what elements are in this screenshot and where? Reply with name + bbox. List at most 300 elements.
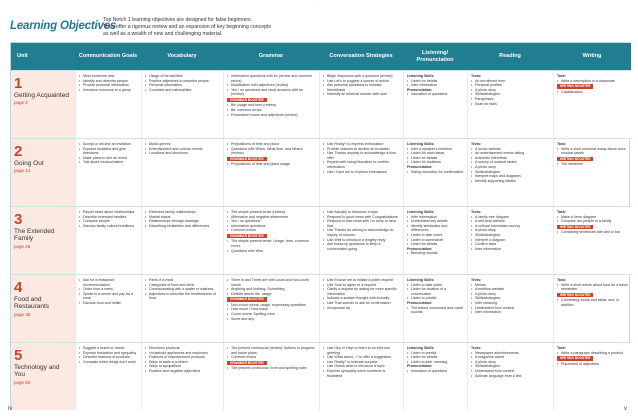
pronunciation-heading: Pronunciation: <box>407 300 433 305</box>
list-item: • Identify similarities and differences <box>407 224 464 233</box>
list-item: • Interpret a diagram <box>471 238 550 243</box>
objectives-table <box>10 42 630 410</box>
vocabulary-list <box>145 210 220 228</box>
list-item: • A family tree diagram <box>471 215 550 220</box>
list-item: • Personal information <box>145 83 220 88</box>
listening-cell <box>403 139 467 206</box>
writing-booster-badge: WRITING BOOSTER <box>557 356 593 360</box>
unit-cell <box>11 139 75 206</box>
writing-list <box>557 79 628 84</box>
writing-heading: Task: <box>557 346 567 350</box>
list-item: • Activate language from a text <box>471 374 550 379</box>
grammar-list <box>227 74 316 97</box>
list-item: • Adjectives to describe the healthfulness of food <box>145 292 220 301</box>
goals-list <box>79 278 138 306</box>
vocabulary-cell <box>141 139 223 206</box>
goals-list <box>79 74 138 92</box>
list-item: • Infer a speaker's intention <box>407 147 464 152</box>
pronunciation-heading: Pronunciation: <box>407 164 433 169</box>
grammar-booster-list <box>227 303 316 321</box>
list-item: • Yes / no questions <box>227 219 316 224</box>
list-item: • Compare people <box>79 219 138 224</box>
writing-cell <box>553 207 631 274</box>
list-item: • Newspaper advertisements <box>471 351 550 356</box>
grammar-cell <box>223 343 319 410</box>
unit-page: page 14 <box>14 168 31 174</box>
reading-list <box>471 147 550 184</box>
list-item: • Respond to good news with Congratulations! <box>323 215 400 220</box>
writing-list <box>557 283 628 292</box>
list-item: • There is and There are with count and non-count nouns <box>227 278 316 287</box>
unit-number: 1 <box>14 75 23 92</box>
list-item: • Listen for details <box>407 156 464 161</box>
list-item: • Listen for details <box>407 79 464 84</box>
header-writing: Writing <box>582 53 602 60</box>
list-item: • Make a Venn diagram <box>557 215 628 220</box>
intro-text <box>103 17 433 37</box>
unit-title: Going Out <box>14 160 44 167</box>
list-item: • Skills/strategies: <box>471 233 550 238</box>
vocabulary-list <box>145 346 220 374</box>
list-item: • Extended family relationships <box>145 210 220 215</box>
list-item: • Electronic products <box>145 346 220 351</box>
unit-number: 4 <box>14 279 23 296</box>
goals-cell <box>75 71 141 138</box>
reading-list <box>471 79 550 107</box>
list-item: • Listen to predict <box>407 296 464 301</box>
list-item: • Use Let's to suggest a course of action <box>323 79 400 84</box>
list-item: • A photo story <box>471 165 550 170</box>
pronunciation-list <box>407 369 464 374</box>
listening-heading: Listening Skills: <box>407 74 435 78</box>
list-item: • Accept or decline an invitation <box>79 142 138 147</box>
list-item: • Skills/strategies: <box>471 364 550 369</box>
listening-cell <box>403 71 467 138</box>
header-reading: Reading <box>499 53 521 60</box>
reading-list <box>471 351 550 379</box>
unit-row <box>11 342 631 410</box>
writing-booster-badge: WRITING BOOSTER <box>557 84 593 88</box>
list-item: • Count nouns: Spelling rules <box>227 312 316 317</box>
listening-cell <box>403 207 467 274</box>
goals-cell <box>75 139 141 206</box>
list-item: • Listen to predict <box>407 351 464 356</box>
listening-heading: Listening Skills: <box>407 278 435 282</box>
list-item: • Indicate a sudden thought with Actually <box>323 296 400 301</box>
vocabulary-list <box>145 74 220 92</box>
unit-number: 5 <box>14 347 23 364</box>
listening-cell <box>403 275 467 342</box>
unit-cell <box>11 343 75 410</box>
list-item: • Compare two people in a family <box>557 219 628 224</box>
list-item: • The present continuous: form and spelling rules <box>227 366 316 371</box>
conversation-cell <box>319 275 403 342</box>
reading-list <box>471 283 550 315</box>
header-grammar: Grammar <box>258 53 284 60</box>
list-item: • Discuss family cultural traditions <box>79 224 138 229</box>
vocabulary-cell <box>141 207 223 274</box>
list-item: • Write a paragraph describing a product <box>557 351 628 356</box>
listening-heading: Listening Skills: <box>407 142 435 146</box>
unit-row <box>11 274 631 342</box>
list-item: • Combining sentences with and or but <box>557 230 628 235</box>
list-item: • Listen for location of a conversation <box>407 287 464 296</box>
list-item: • Respond to bad news with I'm sorry to hear that <box>323 219 400 228</box>
list-item: • Ask follow-up questions to keep a conversation going <box>323 242 400 251</box>
list-item: • Entertainment and cultural events <box>145 147 220 152</box>
goals-list <box>79 346 138 364</box>
list-item: • Use Guess what to introduce a topic <box>323 364 400 369</box>
list-item: • Questions with Who <box>227 249 316 254</box>
list-item: • Understand key details <box>407 219 464 224</box>
list-item: • Scan for facts <box>471 102 550 107</box>
list-item: • Use That sounds to ask for confirmation <box>323 301 400 306</box>
list-item: • Talk about musical tastes <box>79 160 138 165</box>
list-item: • Speak to a server and pay for a meal <box>79 292 138 301</box>
list-item: • Use I hope so! to express enthusiasm <box>323 170 400 175</box>
unit-title: Technology and You <box>14 364 60 379</box>
pronunciation-heading: Pronunciation: <box>407 364 433 369</box>
writing-booster-badge: WRITING BOOSTER <box>557 293 593 297</box>
unit-number: 3 <box>14 211 23 228</box>
list-item: • Write a short article about food for a travel newsletter <box>557 283 628 292</box>
list-item: • Use Really? to express enthusiasm <box>323 142 400 147</box>
conversation-list <box>323 210 400 251</box>
header-vocabulary: Vocabulary <box>167 53 197 60</box>
conversation-cell <box>319 139 403 206</box>
list-item: • Skills/strategies: <box>471 170 550 175</box>
conversation-cell <box>319 207 403 274</box>
list-item: • The sentence <box>557 162 628 167</box>
list-item: • Interpret maps and diagrams <box>471 174 550 179</box>
reading-list <box>471 215 550 252</box>
reading-heading: Texts: <box>471 346 482 350</box>
list-item: • Make plans to see an event <box>79 156 138 161</box>
header-listening-pronunciation: Listening/ Pronunciation <box>416 50 454 63</box>
writing-list <box>557 351 628 356</box>
pronunciation-list <box>407 92 464 97</box>
list-item: • Music genres <box>145 142 220 147</box>
goals-list <box>79 142 138 165</box>
list-item: • Paraphrase <box>471 97 550 102</box>
grammar-list <box>227 210 316 233</box>
list-item: • Non-count nouns: usage, expressing quantities <box>227 303 316 308</box>
list-item: • Listen for details <box>407 242 464 247</box>
list-item: • Understand from context <box>471 306 550 311</box>
list-item: • Identify supporting details <box>471 179 550 184</box>
list-item: • Information questions <box>227 224 316 229</box>
grammar-booster-list <box>227 366 316 371</box>
list-item: • Identify and describe people <box>79 79 138 84</box>
list-item: • Questions with When, What time, and Where (review) <box>227 147 316 156</box>
listening-cell <box>403 343 467 410</box>
list-item: • Communicating with a waiter or waitress <box>145 287 220 292</box>
list-item: • Skills/strategies: <box>471 92 550 97</box>
reading-cell <box>467 139 553 206</box>
writing-cell <box>553 71 631 138</box>
list-item: • Positive and negative adjectives <box>145 369 220 374</box>
list-item: • A survey of musical tastes <box>471 160 550 165</box>
list-item: • Infer information <box>471 310 550 315</box>
list-item: • Meet someone new <box>79 74 138 79</box>
writing-cell <box>553 343 631 410</box>
list-item: • Discuss food and health <box>79 301 138 306</box>
writing-booster-list <box>557 298 628 307</box>
page-number-right: v <box>624 406 627 412</box>
writing-list <box>557 215 628 224</box>
list-item: • Express locations and give directions <box>79 147 138 156</box>
list-item: • Prepositions of time and place <box>227 142 316 147</box>
list-item: • Ask for a restaurant recommendation <box>79 278 138 287</box>
writing-cell <box>553 139 631 206</box>
list-item: • Be: common errors <box>227 108 316 113</box>
list-item: • Incorporate tip <box>323 306 400 311</box>
list-item: • Repeat with rising intonation to confirm information <box>323 160 400 169</box>
list-item: • Order from a menu <box>79 287 138 292</box>
list-item: • Report news about relationships <box>79 210 138 215</box>
unit-cell <box>11 275 75 342</box>
writing-booster-badge: WRITING BOOSTER <box>557 225 593 229</box>
list-item: • Possessive nouns and adjectives (review) <box>227 113 316 118</box>
pronunciation-heading: Pronunciation: <box>407 246 433 251</box>
list-item: • Use What about...? to offer a suggestion <box>323 355 400 360</box>
listening-list <box>407 283 464 301</box>
list-item: • Features of manufactured products <box>145 355 220 360</box>
unit-number: 2 <box>14 143 23 160</box>
list-item: • Skills/strategies: <box>471 296 550 301</box>
writing-heading: Task: <box>557 142 567 146</box>
pronunciation-list <box>407 306 464 315</box>
list-item: • Begin responses with a question (review) <box>323 74 400 79</box>
list-item: • Definite article the: usage <box>227 292 316 297</box>
conversation-list <box>323 74 400 97</box>
unit-title: Getting Acquainted <box>14 92 69 99</box>
pronunciation-heading: Pronunciation: <box>407 87 433 92</box>
top-mark: . <box>316 3 318 8</box>
unit-page: page 2 <box>14 100 28 106</box>
list-item: • The before consonant and vowel sounds <box>407 306 464 315</box>
list-item: • The simple present tense: Usage, form, common errors <box>227 239 316 248</box>
list-item: • Use Thanks for asking to acknowledge an inquiry of concern <box>323 228 400 237</box>
unit-title: The Extended Family <box>14 228 55 243</box>
grammar-booster-badge: GRAMMAR BOOSTER <box>227 361 267 365</box>
list-item: • Provide personal information <box>79 83 138 88</box>
listening-list <box>407 215 464 247</box>
list-item: • Describing similarities and differences <box>145 224 220 229</box>
list-item: • Menus <box>471 283 550 288</box>
list-item: • Describe extended families <box>79 215 138 220</box>
list-item: • An entertainment events listing <box>471 151 550 156</box>
pronunciation-list <box>407 251 464 256</box>
list-item: • Listen for locations <box>407 160 464 165</box>
unit-page: page 26 <box>14 243 31 249</box>
list-item: • Complain when things don't work <box>79 360 138 365</box>
header-communication-goals: Communication Goals <box>78 53 138 60</box>
list-item: • An enrollment form <box>471 79 550 84</box>
list-item: • Infer meaning <box>471 301 550 306</box>
grammar-cell <box>223 139 319 206</box>
conversation-cell <box>319 343 403 410</box>
list-item: • Parts of a meal <box>145 278 220 283</box>
list-item: • A photo story <box>471 228 550 233</box>
unit-cell <box>11 71 75 138</box>
goals-cell <box>75 207 141 274</box>
list-item: • Common errors <box>227 228 316 233</box>
list-item: • A photo story <box>471 88 550 93</box>
list-item: • Listen to summarize <box>407 238 464 243</box>
list-item: • Use Actually to introduce a topic <box>323 210 400 215</box>
pronunciation-list <box>407 170 464 175</box>
writing-cell <box>553 275 631 342</box>
unit-page: page 38 <box>14 311 31 317</box>
grammar-booster-badge: GRAMMAR BOOSTER <box>227 297 267 301</box>
list-item: • Express frustration and sympathy <box>79 351 138 356</box>
unit-row <box>11 138 631 206</box>
list-item: • Ways to state a problem <box>145 360 220 365</box>
list-item: • Placement of adjectives <box>557 362 628 367</box>
listening-heading: Listening Skills: <box>407 210 435 214</box>
goals-cell <box>75 343 141 410</box>
list-item: • Use Thanks anyway to acknowledge a kind offer <box>323 151 400 160</box>
list-item: • Intensify an informal answer with sure <box>323 92 400 97</box>
list-item: • Common errors <box>227 355 316 360</box>
list-item: • Describe features of products <box>79 355 138 360</box>
grammar-booster-list <box>227 162 316 167</box>
list-item: • Usage of formal titles <box>145 74 220 79</box>
list-item: • Listen to take notes <box>407 233 464 238</box>
reading-heading: Texts: <box>471 142 482 146</box>
list-item: • Household appliances and machines <box>145 351 220 356</box>
vocabulary-cell <box>141 343 223 410</box>
list-item: • Listen for details <box>407 355 464 360</box>
grammar-booster-badge: GRAMMAR BOOSTER <box>227 98 267 102</box>
list-item: • Some and any <box>227 317 316 322</box>
conversation-cell <box>319 71 403 138</box>
list-item: • The simple present tense (review) <box>227 210 316 215</box>
list-item: • Capitalization <box>557 90 628 95</box>
conversation-list <box>323 346 400 378</box>
header-conversation-strategies: Conversation Strategies <box>329 53 393 60</box>
vocabulary-list <box>145 142 220 156</box>
writing-heading: Task: <box>557 74 567 78</box>
vocabulary-cell <box>141 275 223 342</box>
grammar-booster-list <box>227 239 316 253</box>
list-item: • Infer information <box>407 83 464 88</box>
reading-heading: Texts: <box>471 74 482 78</box>
list-item: • Locations and directions <box>145 151 220 156</box>
list-item: • Marital status <box>145 215 220 220</box>
list-item: • A photo story <box>471 292 550 297</box>
writing-booster-list <box>557 90 628 95</box>
list-item: • Use Excuse me to initiate a polite request <box>323 278 400 283</box>
goals-cell <box>75 275 141 342</box>
list-item: • A nutrition website <box>471 287 550 292</box>
list-item: • Use Well to introduce a lengthy reply <box>323 238 400 243</box>
list-item: • Authentic interviews <box>471 156 550 161</box>
reading-heading: Texts: <box>471 278 482 282</box>
list-item: • Be: usage and form (review) <box>227 103 316 108</box>
list-item: • Countries and nationalities <box>145 88 220 93</box>
list-item: • A photo story <box>471 360 550 365</box>
list-item: • Infer information <box>471 247 550 252</box>
page-title: Learning Objectives <box>10 20 117 32</box>
list-item: • Intonation of questions <box>407 369 464 374</box>
list-item: • Understand from context <box>471 369 550 374</box>
list-item: • Modification with adjectives (review) <box>227 83 316 88</box>
grammar-cell <box>223 275 319 342</box>
list-item: • The present continuous (review): Actions in progress and future plans <box>227 346 316 355</box>
writing-heading: Task: <box>557 210 567 214</box>
list-item: • A music website <box>471 147 550 152</box>
reading-cell <box>467 207 553 274</box>
writing-heading: Task: <box>557 278 567 282</box>
list-item: • Relationships through marriage <box>145 219 220 224</box>
list-item: • Clarify a request by asking for more specific information <box>323 287 400 296</box>
list-item: • Blending sounds <box>407 251 464 256</box>
grammar-list <box>227 142 316 156</box>
list-item: • Confirm facts <box>471 242 550 247</box>
list-item: • Rising intonation for confirmation <box>407 170 464 175</box>
conversation-list <box>323 278 400 310</box>
unit-row <box>11 206 631 274</box>
page-number-left: iv <box>8 406 13 412</box>
list-item: • Infer information <box>407 215 464 220</box>
grammar-list <box>227 278 316 296</box>
writing-list <box>557 147 628 156</box>
writing-booster-list <box>557 162 628 167</box>
writing-booster-list <box>557 230 628 235</box>
list-item: • Suggest a brand or model <box>79 346 138 351</box>
list-item: • A self-help website <box>471 219 550 224</box>
conversation-list <box>323 142 400 174</box>
header-unit: Unit <box>17 53 28 60</box>
unit-row <box>11 70 631 138</box>
list-item: • Ask personal questions to indicate friendliness <box>323 83 400 92</box>
intro-line-1: Top Notch 1 learning objectives are designed for false beginners. <box>103 17 253 23</box>
grammar-booster-badge: GRAMMAR BOOSTER <box>227 234 267 238</box>
list-item: • Listen to infer meaning <box>407 360 464 365</box>
intro-line-2: They offer a rigorous review and an expansion of key beginning concepts <box>103 23 272 30</box>
list-item: • A cultural information survey <box>471 224 550 229</box>
writing-booster-list <box>557 362 628 367</box>
grammar-booster-badge: GRAMMAR BOOSTER <box>227 157 267 161</box>
unit-cell <box>11 207 75 274</box>
list-item: • Prepositions of time and place usage <box>227 162 316 167</box>
list-item: • Use Sure to agree to a request <box>323 283 400 288</box>
reading-cell <box>467 71 553 138</box>
writing-booster-badge: WRITING BOOSTER <box>557 157 593 161</box>
list-item: • A magazine article <box>471 355 550 360</box>
list-item: • Write a short personal essay about one's musical tastes <box>557 147 628 156</box>
goals-list <box>79 210 138 228</box>
intro-line-3: as well as a wealth of new and challenging material. <box>103 30 223 37</box>
reading-cell <box>467 343 553 410</box>
grammar-list <box>227 346 316 360</box>
grammar-cell <box>223 207 319 274</box>
listening-heading: Listening Skills: <box>407 346 435 350</box>
listening-list <box>407 79 464 88</box>
list-item: • Use Really? to indicate surprise <box>323 360 400 365</box>
list-item: • Listen for main ideas <box>407 151 464 156</box>
unit-title: Food and Restaurants <box>14 296 50 311</box>
grammar-booster-list <box>227 103 316 117</box>
list-item: • How much / How many <box>227 307 316 312</box>
reading-heading: Texts: <box>471 210 482 214</box>
table-header <box>11 43 631 70</box>
vocabulary-cell <box>141 71 223 138</box>
list-item: • Write a description of a classmate <box>557 79 628 84</box>
unit-page: page 50 <box>14 379 31 385</box>
